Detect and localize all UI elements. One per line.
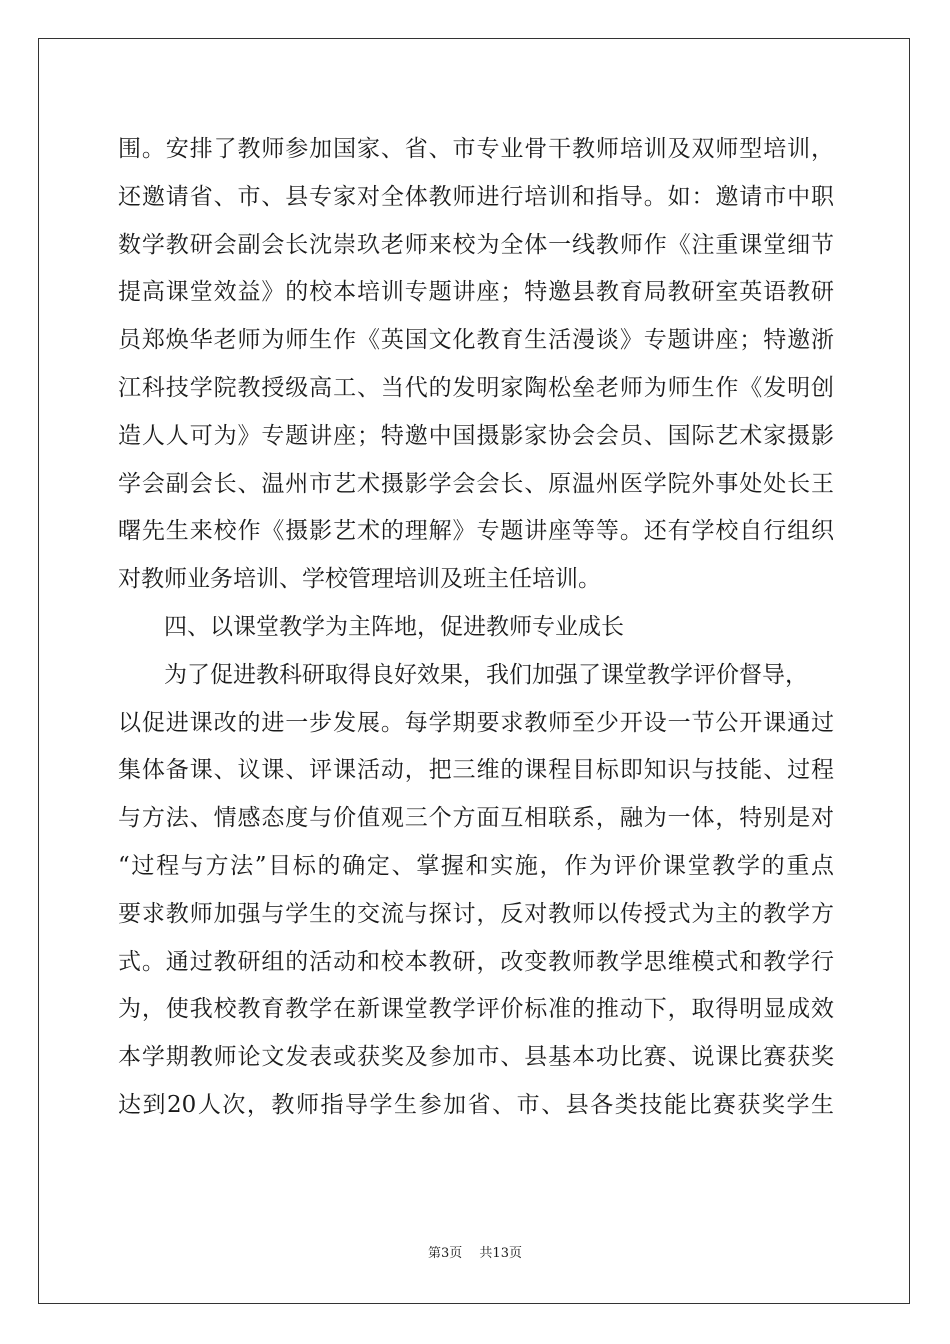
text-line: 四、以课堂教学为主阵地，促进教师专业成长 (164, 613, 624, 640)
text-line: 要求教师加强与学生的交流与探讨，反对教师以传授式为主的教学方 (118, 900, 834, 927)
page-number-footer: 第3页 共13页 (428, 1246, 522, 1261)
text-line: 对教师业务培训、学校管理培训及班主任培训。 (118, 566, 601, 593)
text-line: 达到20人次，教师指导学生参加省、市、县各类技能比赛获奖学生 (118, 1091, 834, 1118)
text-line: 为，使我校教育教学在新课堂教学评价标准的推动下，取得明显成效 (118, 996, 834, 1023)
text-line: 式。通过教研组的活动和校本教研，改变教师教学思维模式和教学行 (118, 948, 834, 975)
text-line: 学会副会长、温州市艺术摄影学会会长、原温州医学院外事处处长王 (118, 470, 834, 497)
text-line: 集体备课、议课、评课活动，把三维的课程目标即知识与技能、过程 (118, 757, 834, 784)
text-line: 以促进课改的进一步发展。每学期要求教师至少开设一节公开课通过 (118, 709, 834, 736)
text-line: 提高课堂效益》的校本培训专题讲座；特邀县教育局教研室英语教研 (118, 279, 834, 306)
text-line: 江科技学院教授级高工、当代的发明家陶松垒老师为师生作《发明创 (118, 374, 834, 401)
text-line: 与方法、情感态度与价值观三个方面互相联系，融为一体，特别是对 (118, 805, 834, 832)
document-body (118, 126, 834, 1130)
text-line: 围。安排了教师参加国家、省、市专业骨干教师培训及双师型培训， (118, 136, 834, 162)
text-line: 还邀请省、市、县专家对全体教师进行培训和指导。如：邀请市中职 (118, 183, 834, 210)
text-line: 本学期教师论文发表或获奖及参加市、县基本功比赛、说课比赛获奖 (118, 1044, 834, 1071)
text-line: 曙先生来校作《摄影艺术的理解》专题讲座等等。还有学校自行组织 (118, 518, 834, 545)
text-line: 员郑焕华老师为师生作《英国文化教育生活漫谈》专题讲座；特邀浙 (118, 327, 834, 354)
text-line: 为了促进教科研取得良好效果，我们加强了课堂教学评价督导， (164, 661, 808, 688)
text-line: “过程与方法”目标的确定、掌握和实施，作为评价课堂教学的重点 (118, 852, 834, 879)
text-line: 造人人可为》专题讲座；特邀中国摄影家协会会员、国际艺术家摄影 (118, 422, 834, 449)
text-line: 数学教研会副会长沈崇玖老师来校为全体一线教师作《注重课堂细节 (118, 231, 834, 258)
